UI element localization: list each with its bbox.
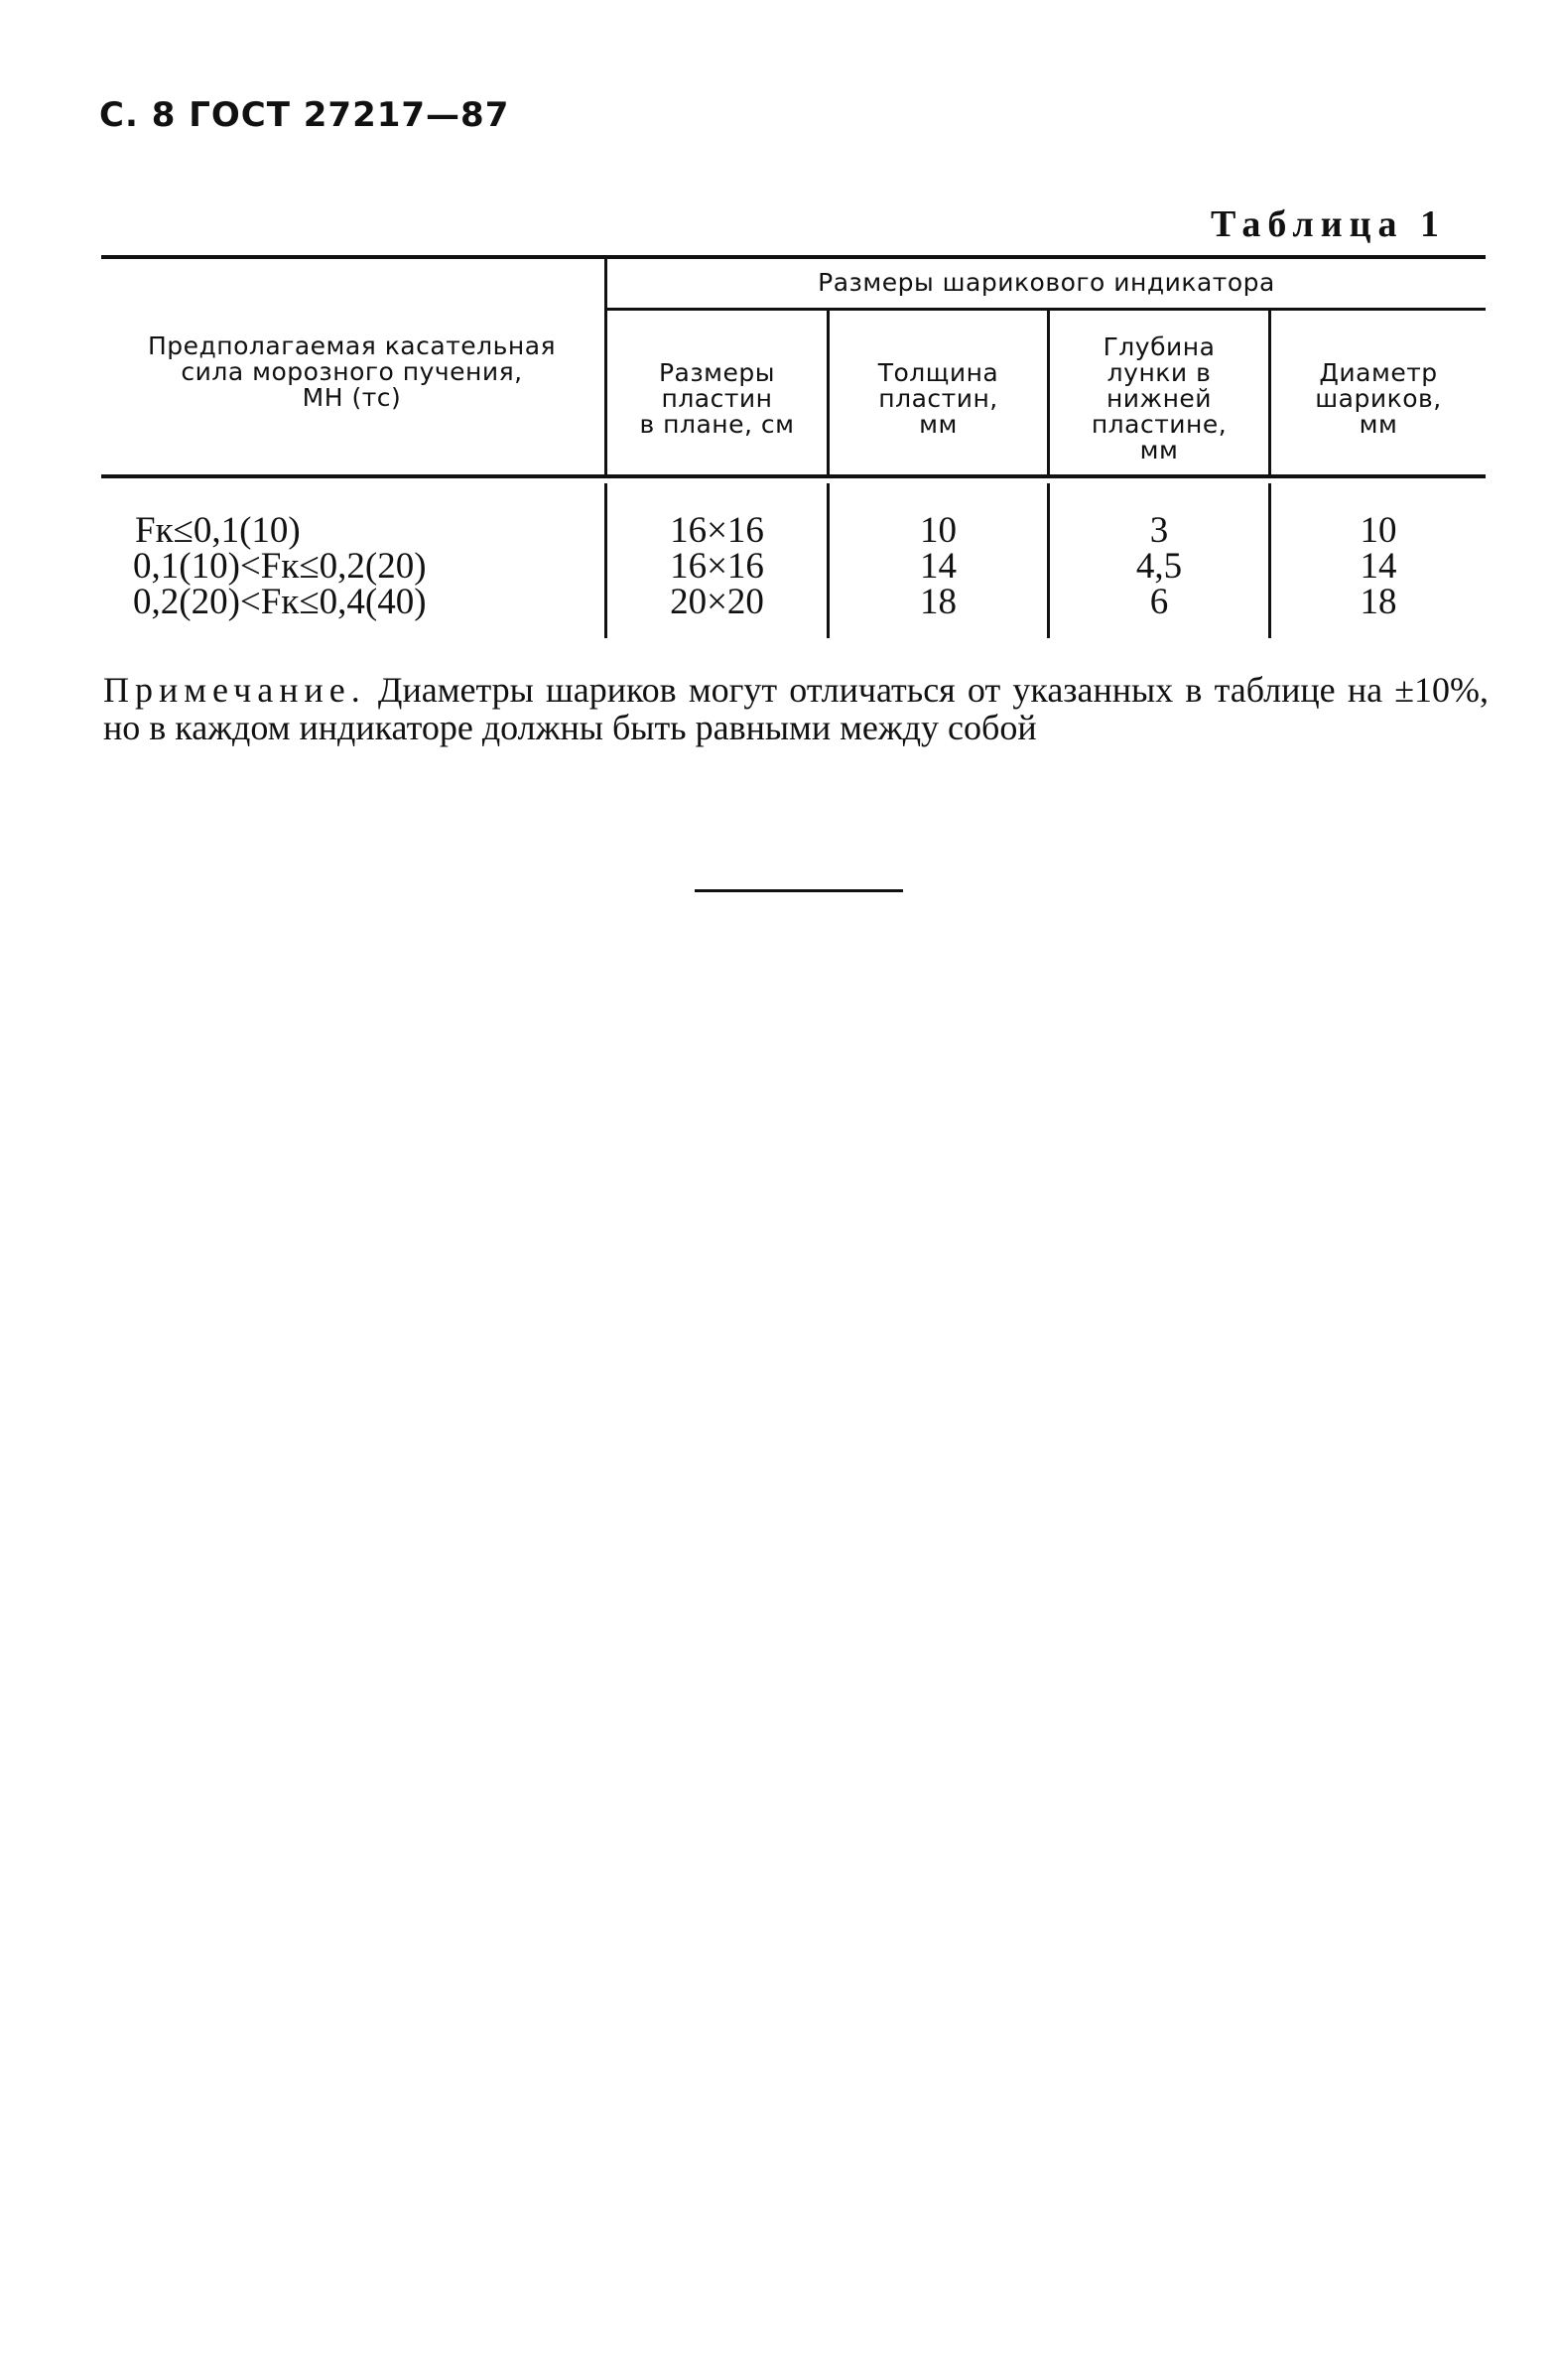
header-plate-thickness: Толщина пластин, мм bbox=[877, 358, 999, 439]
page-header: С. 8 ГОСТ 27217—87 bbox=[99, 95, 510, 135]
table-note bbox=[103, 671, 1489, 746]
row2-depth: 4,5 bbox=[1135, 546, 1183, 587]
row2-plate-size: 16×16 bbox=[670, 546, 764, 587]
row1-plate-size: 16×16 bbox=[670, 510, 764, 551]
row3-force: 0,2(20)<Fк≤0,4(40) bbox=[133, 582, 427, 622]
row3-thickness: 18 bbox=[920, 582, 957, 622]
row1-force: Fк≤0,1(10) bbox=[135, 510, 301, 551]
row2-diameter: 14 bbox=[1360, 546, 1397, 587]
header-ball-diameter: Диаметр шариков, мм bbox=[1315, 358, 1442, 439]
table-top-rule bbox=[101, 255, 1486, 259]
note-label: Примечание. bbox=[103, 670, 366, 710]
header-group-indicator-sizes: Размеры шарикового индикатора bbox=[818, 268, 1275, 297]
row1-depth: 3 bbox=[1149, 510, 1169, 551]
row2-force: 0,1(10)<Fк≤0,2(20) bbox=[133, 546, 427, 587]
row1-diameter: 10 bbox=[1360, 510, 1397, 551]
header-force: Предполагаемая касательная сила морозного пучения, МН (тс) bbox=[147, 331, 557, 412]
header-bottom-rule bbox=[101, 474, 1486, 478]
row3-diameter: 18 bbox=[1360, 582, 1397, 622]
row3-plate-size: 20×20 bbox=[670, 582, 764, 622]
header-plate-size: Размеры пластин в плане, см bbox=[639, 358, 795, 439]
table-caption: Таблица 1 bbox=[1210, 203, 1446, 245]
row3-depth: 6 bbox=[1149, 582, 1169, 622]
header-pit-depth: Глубина лунки в нижней пластине, мм bbox=[1091, 332, 1228, 464]
row2-thickness: 14 bbox=[920, 546, 957, 587]
row1-thickness: 10 bbox=[920, 510, 957, 551]
note-text: Диаметры шариков могут отличаться от указанных в таблице на ±10%, но в каждом индикаторе должны быть равными между собой bbox=[103, 670, 1489, 747]
end-rule bbox=[695, 889, 903, 892]
